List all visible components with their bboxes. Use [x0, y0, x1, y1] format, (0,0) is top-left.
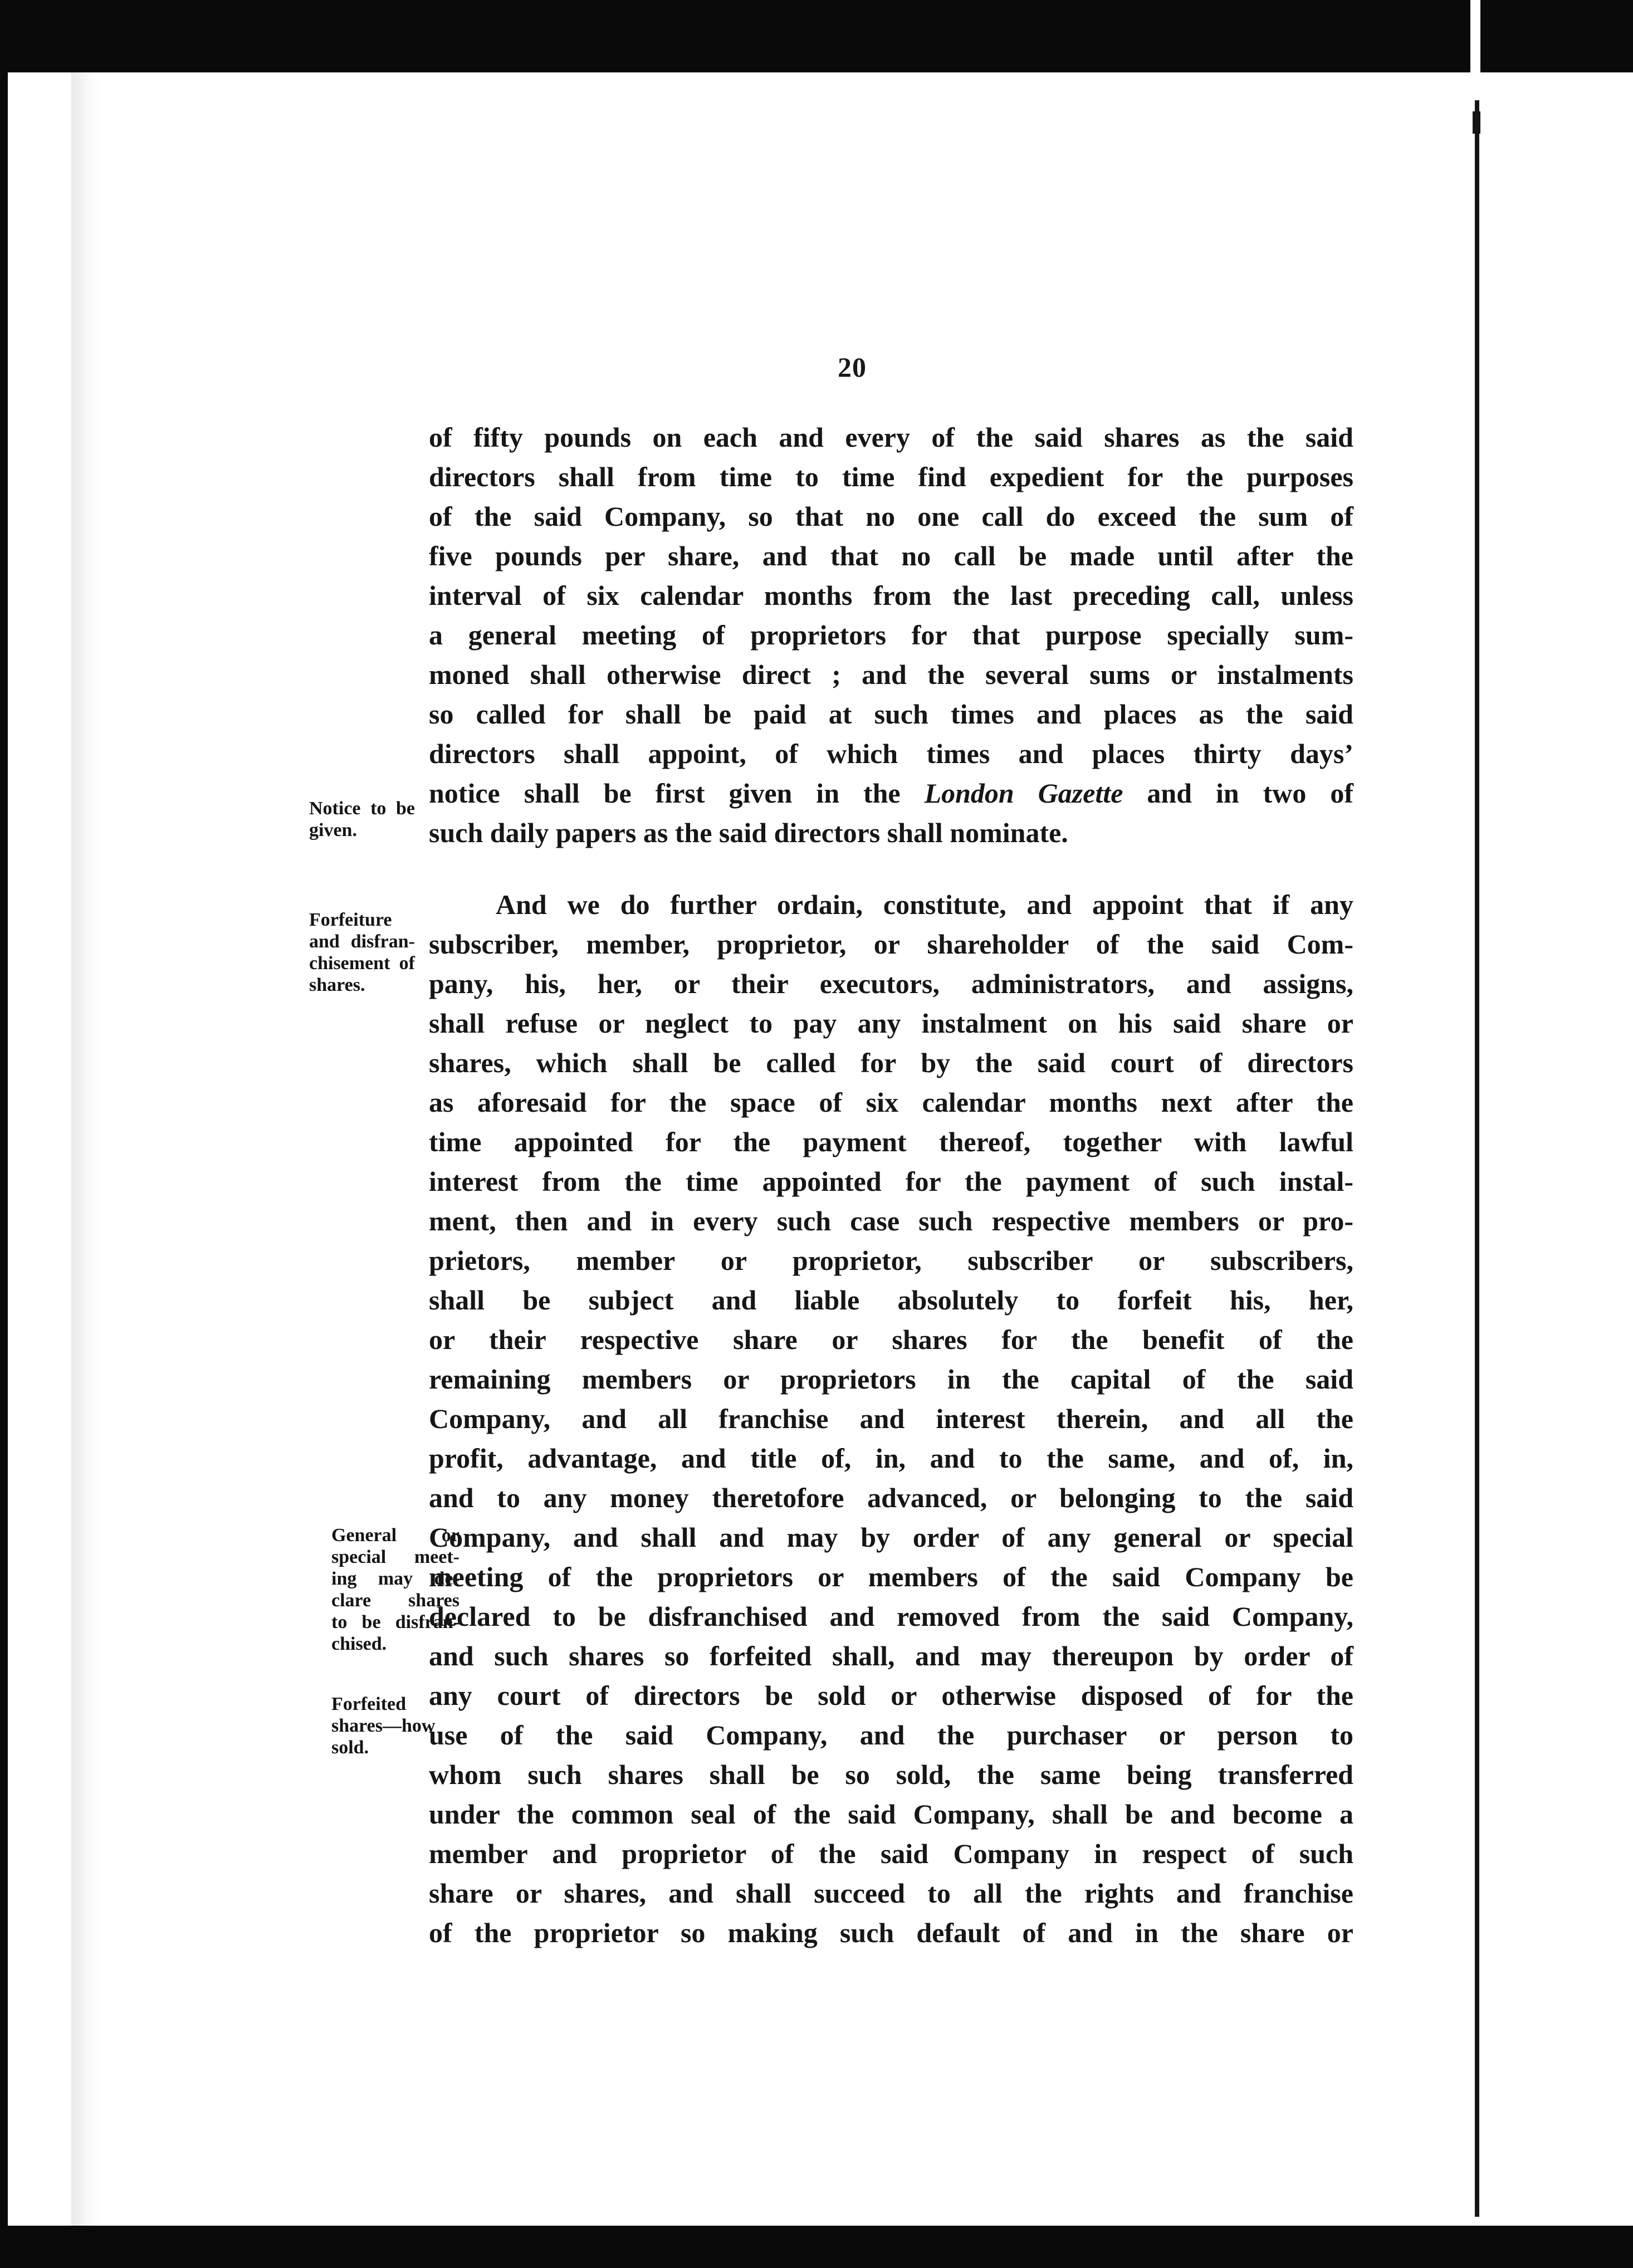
page-right-edge-mark	[1473, 111, 1480, 134]
text-line: five pounds per share, and that no call be made until after the	[429, 540, 1353, 571]
margin-note-line: General or	[331, 1525, 459, 1546]
text-line: And we do further ordain, constitute, and appoint that if any	[496, 889, 1353, 920]
text-line: any court of directors be sold or otherwise disposed of for the	[429, 1680, 1353, 1711]
paragraph-2	[429, 885, 1353, 1953]
text-line: of the said Company, so that no one call do exceed the sum of	[429, 501, 1353, 532]
text-line: Company, and all franchise and interest therein, and all the	[429, 1403, 1353, 1434]
page-right-edge-rule	[1475, 100, 1479, 2217]
text-line: such daily papers as the said directors shall nominate.	[429, 817, 1068, 848]
margin-note-line: Notice to be	[309, 798, 415, 819]
margin-note-notice	[309, 798, 415, 841]
margin-note-line: shares.	[309, 975, 365, 995]
text-line: a general meeting of proprietors for that purpose specially sum-	[429, 619, 1353, 651]
text-line: interest from the time appointed for the payment of such instal-	[429, 1166, 1353, 1197]
margin-note-line: given.	[309, 820, 357, 840]
text-line: declared to be disfranchised and removed from the said Company,	[429, 1601, 1353, 1632]
paragraph-spacer	[429, 853, 1353, 885]
scan-left-border	[0, 72, 8, 2268]
margin-note-line: ing may de-	[331, 1568, 459, 1589]
page-number: 20	[838, 351, 867, 383]
margin-note-line: to be disfran-	[331, 1612, 459, 1632]
text-line: directors shall from time to time find expedient for the purposes	[429, 461, 1353, 492]
text-line: shall refuse or neglect to pay any instalment on his said share or	[429, 1008, 1353, 1039]
text-line: remaining members or proprietors in the capital of the said	[429, 1363, 1353, 1395]
text-run: and in two of	[1123, 778, 1353, 809]
text-line: meeting of the proprietors or members of the said Company be	[429, 1561, 1353, 1592]
text-line: ment, then and in every such case such respective members or pro-	[429, 1205, 1353, 1236]
scan-bottom-border	[0, 2226, 1633, 2268]
margin-note-line: sold.	[331, 1737, 369, 1758]
text-line: Company, and shall and may by order of any general or special	[429, 1522, 1353, 1553]
text-line: of fifty pounds on each and every of the said shares as the said	[429, 422, 1353, 453]
margin-note-line: clare shares	[331, 1590, 459, 1611]
text-line: subscriber, member, proprietor, or shareholder of the said Com-	[429, 928, 1353, 960]
text-line: directors shall appoint, of which times and places thirty days’	[429, 738, 1353, 769]
text-line: shall be subject and liable absolutely to forfeit his, her,	[429, 1284, 1353, 1316]
text-line: profit, advantage, and title of, in, and to the same, and of, in,	[429, 1443, 1353, 1474]
margin-note-line: special meet-	[331, 1547, 459, 1567]
text-line: whom such shares shall be so sold, the same being transferred	[429, 1759, 1353, 1790]
margin-note-line: Forfeiture	[309, 910, 392, 930]
margin-note-line: chisement of	[309, 953, 415, 974]
margin-note-forfeiture	[309, 909, 415, 996]
text-line: prietors, member or proprietor, subscriber or subscribers,	[429, 1245, 1353, 1276]
text-line: or their respective share or shares for the benefit of the	[429, 1324, 1353, 1355]
text-line: shares, which shall be called for by the said court of directors	[429, 1047, 1353, 1078]
text-line: interval of six calendar months from the last preceding call, unless	[429, 580, 1353, 611]
text-line: use of the said Company, and the purchaser or person to	[429, 1719, 1353, 1751]
text-line: moned shall otherwise direct ; and the several sums or instalments	[429, 659, 1353, 690]
text-line-with-italic	[429, 774, 1353, 813]
margin-note-line: shares—how	[331, 1715, 436, 1736]
text-line: and such shares so forfeited shall, and may thereupon by order of	[429, 1640, 1353, 1671]
text-line: under the common seal of the said Company, shall be and become a	[429, 1798, 1353, 1830]
text-line: of the proprietor so making such default of and in the share or	[429, 1917, 1353, 1948]
text-line: member and proprietor of the said Company in respect of such	[429, 1838, 1353, 1869]
margin-note-line: and disfran-	[309, 931, 415, 952]
italic-publication-title: London Gazette	[924, 778, 1123, 809]
margin-note-line: Forfeited	[331, 1694, 407, 1714]
page-gutter-shadow	[71, 72, 99, 2226]
text-line: so called for shall be paid at such times and places as the said	[429, 698, 1353, 730]
scan-top-border	[0, 0, 1633, 72]
body-text	[429, 418, 1353, 1953]
text-line: and to any money theretofore advanced, or belonging to the said	[429, 1482, 1353, 1513]
paragraph-1	[429, 418, 1353, 853]
scan-top-border-gap	[1470, 0, 1480, 72]
margin-note-line: chised.	[331, 1634, 387, 1654]
text-run: notice shall be first given in the	[429, 778, 925, 809]
text-line: pany, his, her, or their executors, administrators, and assigns,	[429, 968, 1353, 999]
text-line: time appointed for the payment thereof, together with lawful	[429, 1126, 1353, 1157]
text-line: as aforesaid for the space of six calendar months next after the	[429, 1087, 1353, 1118]
text-line: share or shares, and shall succeed to all the rights and franchise	[429, 1878, 1353, 1909]
